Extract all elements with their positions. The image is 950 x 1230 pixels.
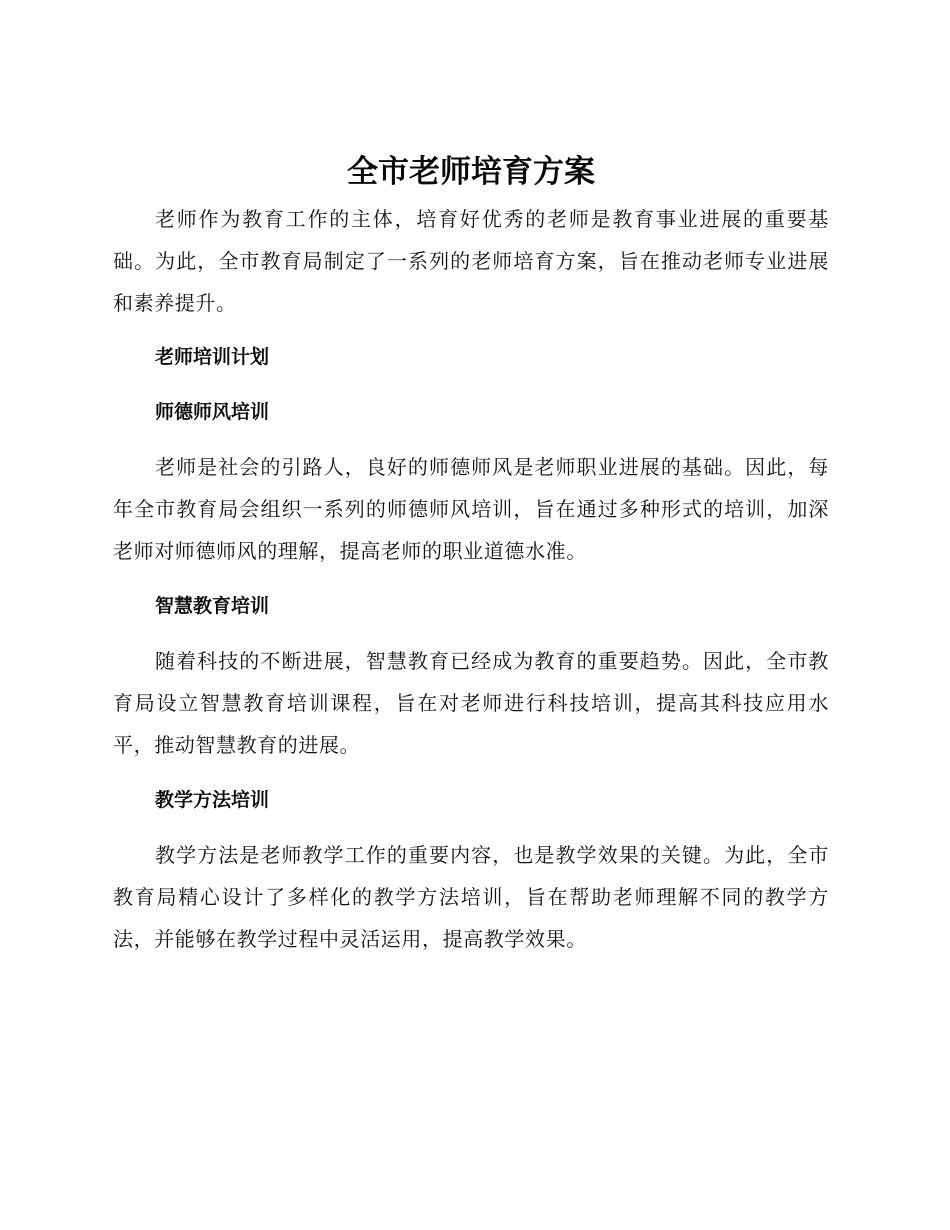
document-title: 全市老师培育方案 <box>347 154 595 190</box>
section-heading-teaching-methods: 教学方法培训 <box>155 789 270 811</box>
spacer <box>113 378 829 391</box>
section-heading-ethics: 师德师风培训 <box>155 401 270 423</box>
section-body-ethics: 老师是社会的引路人，良好的师德师风是老师职业进展的基础。因此，每年全市教育局会组织一系列的师德师风培训，旨在通过多种形式的培训，加深老师对师德师风的理解，提高老师的职业道德水准。 <box>113 455 829 563</box>
spacer <box>113 433 829 446</box>
intro-paragraph: 老师作为教育工作的主体，培育好优秀的老师是教育事业进展的重要基础。为此，全市教育局制定了一系列的老师培育方案，旨在推动老师专业进展和素养提升。 <box>113 207 829 315</box>
section-body-teaching-methods: 教学方法是老师教学工作的重要内容，也是教学效果的关键。为此，全市教育局精心设计了多样化的教学方法培训，旨在帮助老师理解不同的教学方法，并能够在教学过程中灵活运用，提高教学效果。 <box>113 843 829 951</box>
spacer <box>113 572 829 585</box>
section-heading-training-plan: 老师培训计划 <box>155 346 270 368</box>
spacer <box>113 627 829 640</box>
spacer <box>113 324 829 336</box>
spacer <box>113 766 829 779</box>
section-body-smart-education: 随着科技的不断进展，智慧教育已经成为教育的重要趋势。因此，全市教育局设立智慧教育培训课程，旨在对老师进行科技培训，提高其科技应用水平，推动智慧教育的进展。 <box>113 649 829 757</box>
section-heading-smart-education: 智慧教育培训 <box>155 595 270 617</box>
spacer <box>113 821 829 834</box>
